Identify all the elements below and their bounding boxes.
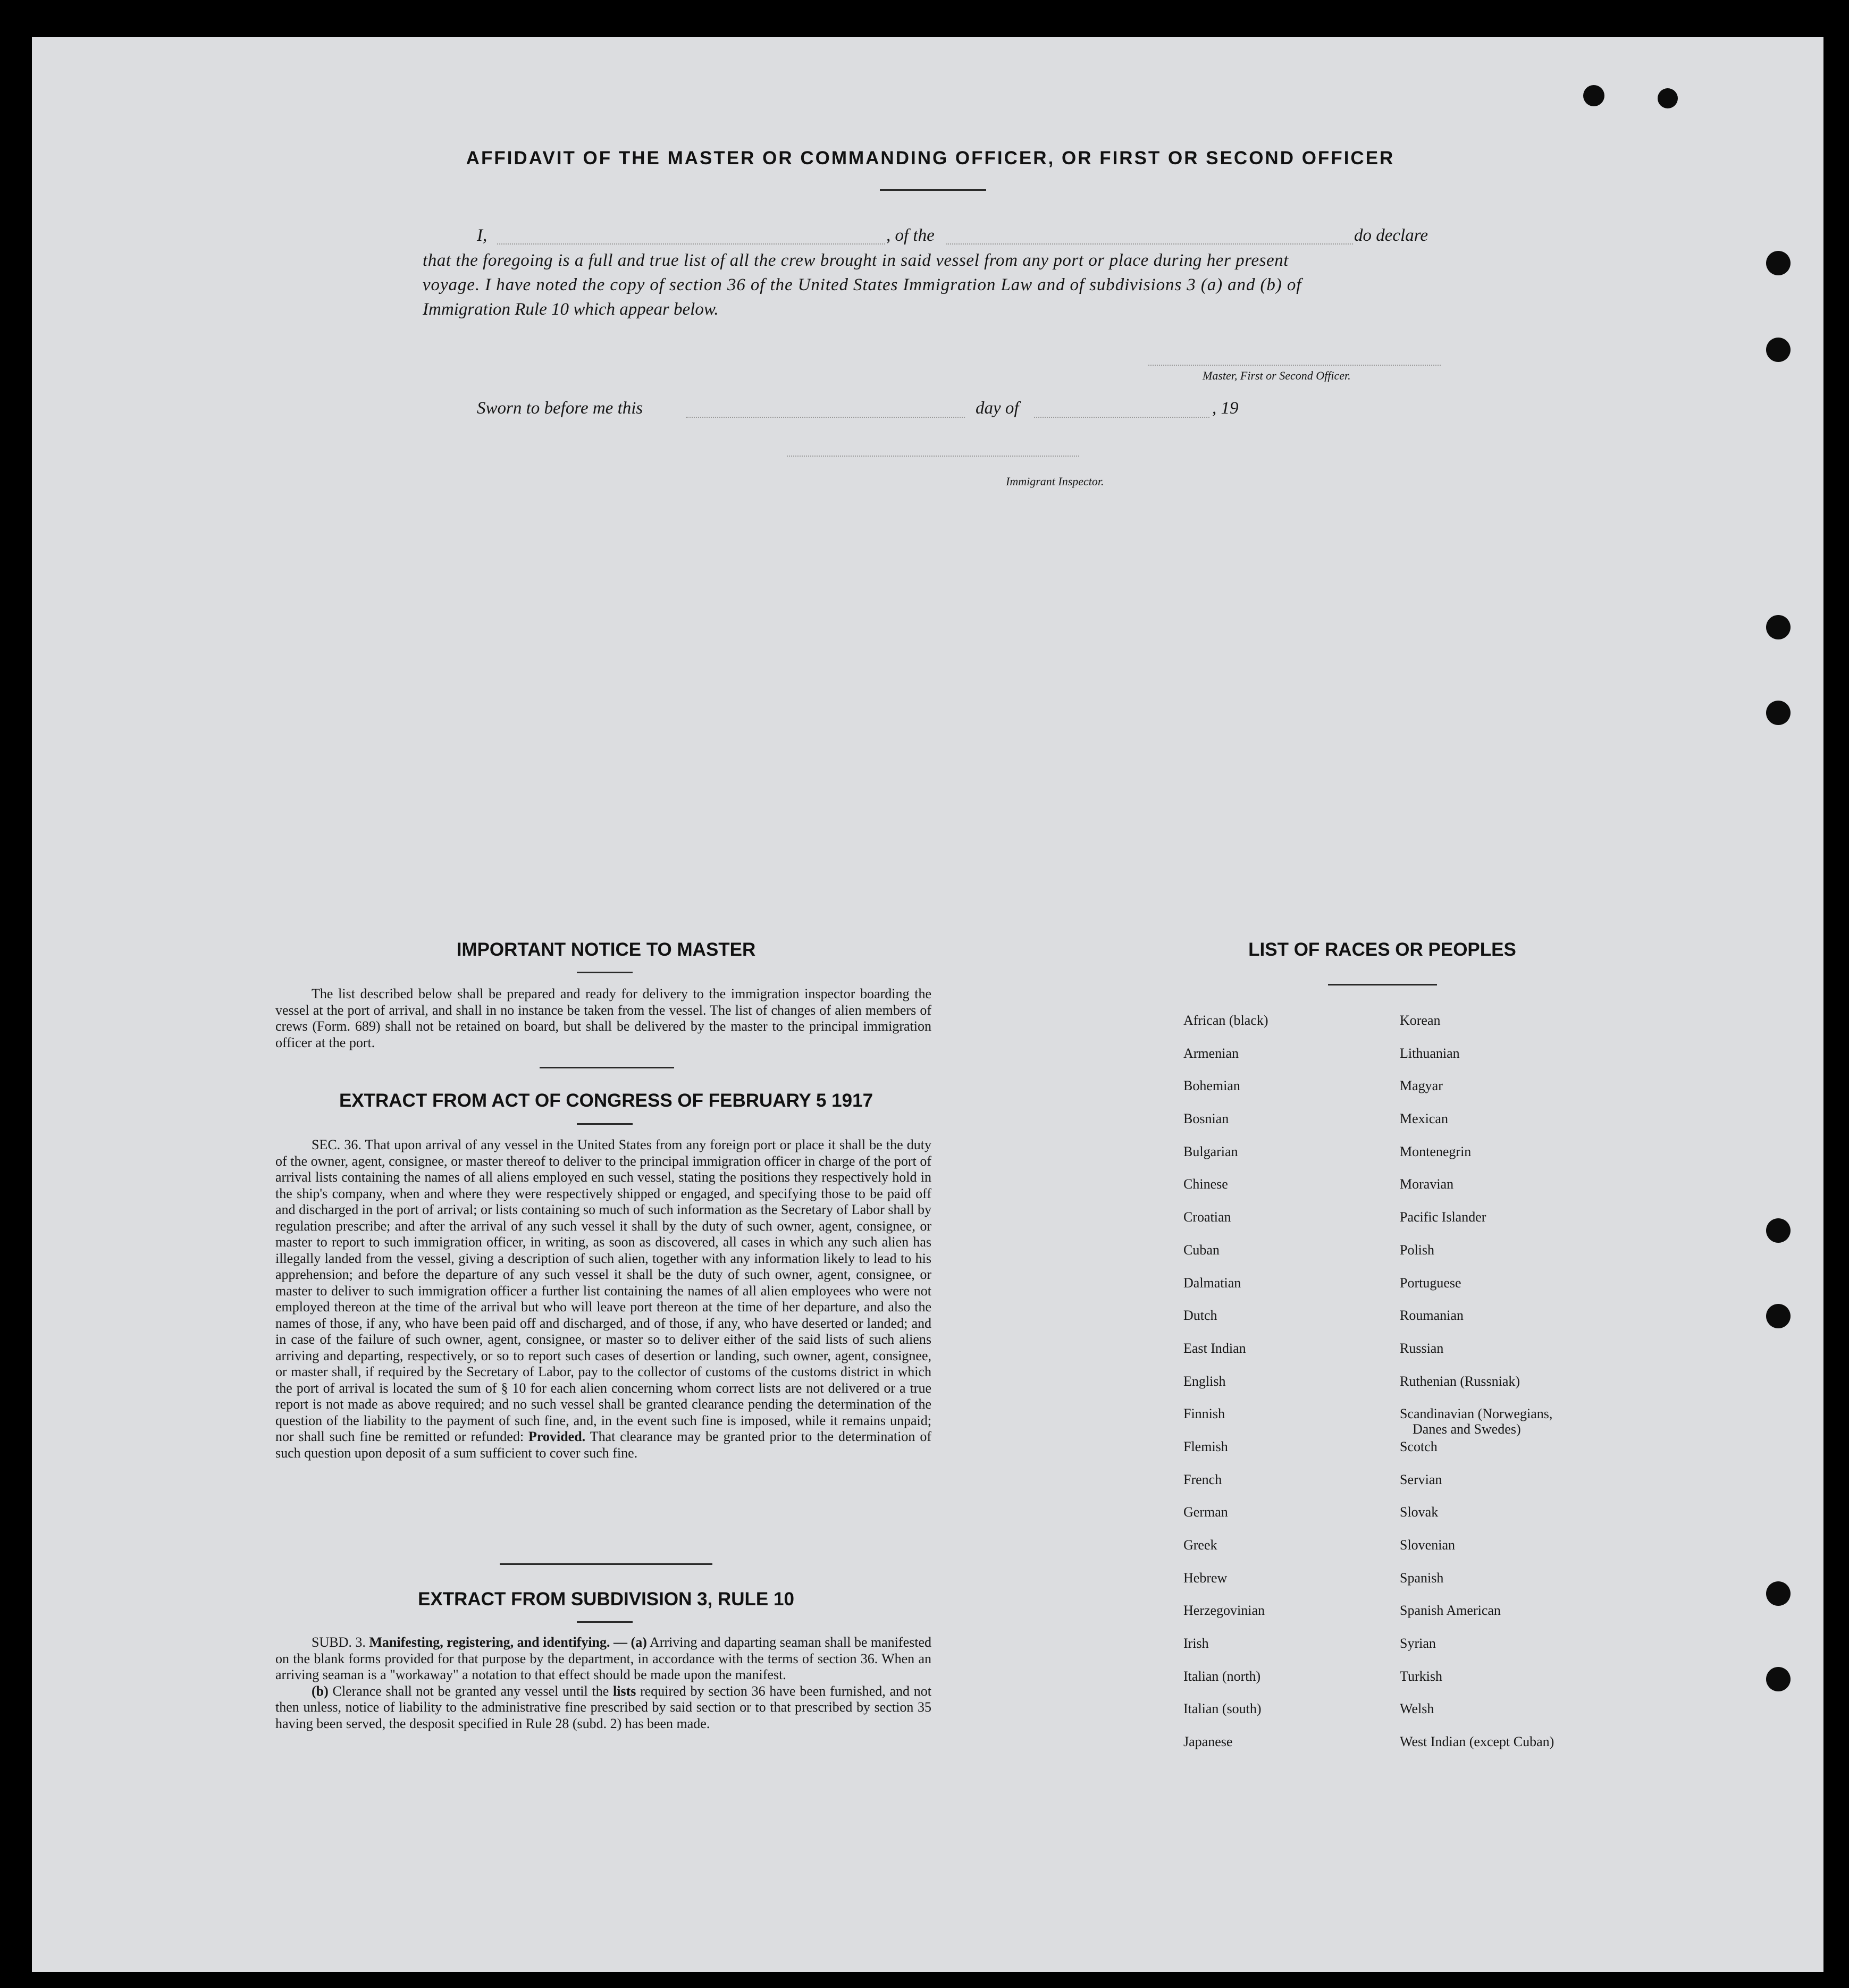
- race-item: East Indian: [1183, 1340, 1246, 1356]
- races-left-column: [1183, 1013, 1268, 1767]
- race-item: Montenegrin: [1400, 1143, 1472, 1159]
- notice-title: IMPORTANT NOTICE TO MASTER: [456, 939, 756, 960]
- race-item: Italian (north): [1183, 1668, 1261, 1684]
- race-item: Bulgarian: [1183, 1143, 1238, 1159]
- punch-hole: [1766, 1304, 1791, 1328]
- month-blank: [1034, 417, 1209, 418]
- notice-text: [275, 986, 931, 1051]
- race-item: Turkish: [1400, 1668, 1442, 1684]
- race-item: Welsh: [1400, 1701, 1434, 1717]
- title-rule: [577, 1621, 633, 1623]
- punch-hole: [1766, 615, 1791, 639]
- affidavit-line: that the foregoing is a full and true list of all the crew brought in said vessel from any port or place during her present: [423, 251, 1289, 270]
- day-of-text: day of: [976, 399, 1019, 418]
- race-item: Portuguese: [1400, 1275, 1461, 1291]
- race-item: Mexican: [1400, 1111, 1448, 1127]
- subd-heading: Manifesting, registering, and identifying.: [369, 1635, 610, 1650]
- race-item: Finnish: [1183, 1406, 1225, 1422]
- punch-hole: [1766, 1581, 1791, 1606]
- race-item: Danes and Swedes): [1413, 1421, 1521, 1437]
- race-item: Dutch: [1183, 1308, 1217, 1324]
- subd-prefix: SUBD. 3.: [312, 1635, 366, 1650]
- punch-hole: [1766, 338, 1791, 362]
- punch-hole: [1583, 85, 1604, 106]
- race-item: Flemish: [1183, 1438, 1228, 1454]
- race-item: Servian: [1400, 1471, 1442, 1487]
- race-item: Dalmatian: [1183, 1275, 1241, 1291]
- sworn-text: Sworn to before me this: [477, 399, 643, 418]
- section-rule: [500, 1563, 712, 1565]
- race-item: Syrian: [1400, 1636, 1436, 1652]
- race-item: Cuban: [1183, 1242, 1220, 1258]
- inspector-caption: Immigrant Inspector.: [1006, 475, 1104, 488]
- race-item: Moravian: [1400, 1176, 1454, 1192]
- affidavit-title: AFFIDAVIT OF THE MASTER OR COMMANDING OFFICER, OR FIRST OR SECOND OFFICER: [466, 148, 1395, 169]
- year-text: , 19: [1212, 399, 1239, 418]
- punch-hole: [1766, 1218, 1791, 1243]
- name-blank: [497, 243, 885, 245]
- subd-a-text: Arriving and daparting seaman shall be manifested on the blank forms provided for that purpose by the department, in accordance with the terms of section 36. When an arriving seaman is a "workaway" a notation to that effect should be made upon the manifest.: [275, 1635, 931, 1682]
- subd-dash: —: [610, 1635, 631, 1650]
- race-item: Italian (south): [1183, 1701, 1262, 1717]
- subd-b-text: Clerance shall not be granted any vessel until the: [332, 1683, 609, 1699]
- rule-title: EXTRACT FROM SUBDIVISION 3, RULE 10: [418, 1589, 794, 1610]
- race-item: African (black): [1183, 1013, 1268, 1028]
- race-item: Croatian: [1183, 1209, 1231, 1225]
- punch-hole: [1658, 88, 1678, 108]
- race-item: Magyar: [1400, 1078, 1443, 1094]
- race-item: English: [1183, 1373, 1226, 1389]
- race-item: Greek: [1183, 1537, 1217, 1553]
- race-item: Bohemian: [1183, 1078, 1240, 1094]
- vessel-blank: [946, 243, 1353, 245]
- races-right-column: [1400, 1013, 1554, 1767]
- race-item: Pacific Islander: [1400, 1209, 1486, 1225]
- race-item: Spanish American: [1400, 1603, 1501, 1619]
- affidavit-of-the: , of the: [886, 226, 935, 245]
- subd-b-label: (b): [312, 1683, 329, 1699]
- title-rule: [577, 972, 633, 973]
- race-item: Bosnian: [1183, 1111, 1229, 1127]
- race-item: Irish: [1183, 1636, 1209, 1652]
- race-item: Roumanian: [1400, 1308, 1464, 1324]
- act-paragraph: SEC. 36. That upon arrival of any vessel in the United States from any foreign port or place it shall be the duty of the owner, agent, consignee, or master thereof to deliver to the principal immigration officer in charge of the port of arrival lists containing the names of all aliens employed en such vessel, stating the positions they respectively hold in the ship's company, when and where they were respectively shipped or engaged, and specifying those to be paid off and discharged in the port of arrival; or lists containing so much of such information as the Secretary of Labor shall by regulation prescribe; and after the arrival of any such vessel it shall by the duty of such owner, agent, consignee, or master to report to such immigration officer, in writing, as soon as discovered, all cases in which any such alien has illegally landed from the vessel, giving a description of such alien, together with any information likely to lead to his apprehension; and before the departure of any such vessel it shall be the duty of such owner, agent, consignee, or master to deliver to such immigration officer a further list containing the names of all alien employees who were not employed thereon at the time of the arrival but who will leave port thereon at the time of her departure, and also the names of those, if any, who have been paid off and discharged, and of those, if any, who have deserted or landed; and in case of the failure of such owner, agent, consignee, or master so to deliver either of the said lists of such aliens arriving and departing, respectively, or so to report such cases of desertion or landing, such owner, agent, consignee, or master shall, if required by the Secretary of Labor, pay to the collector of customs of the customs district in which the port of arrival is located the sum of § 10 for each alien concerning whom correct lists are not delivered or a true report is not made as above required; and no such vessel shall be granted clearance pending the determination of the question of the liability to the payment of such fine, and, in the event such fine is imposed, while it remains unpaid; nor shall such fine be remitted or refunded:: [275, 1137, 931, 1444]
- race-item: Scandinavian (Norwegians,: [1400, 1406, 1553, 1422]
- race-item: Spanish: [1400, 1570, 1444, 1586]
- race-item: Lithuanian: [1400, 1045, 1460, 1061]
- rule-text: [275, 1635, 931, 1732]
- title-rule: [1328, 984, 1437, 985]
- act-title: EXTRACT FROM ACT OF CONGRESS OF FEBRUARY 5 1917: [339, 1090, 873, 1111]
- race-item: Scotch: [1400, 1438, 1438, 1454]
- title-rule: [880, 189, 986, 191]
- affidavit-declare: do declare: [1354, 226, 1428, 245]
- race-item: German: [1183, 1504, 1228, 1520]
- race-item: Herzegovinian: [1183, 1603, 1265, 1619]
- section-rule: [540, 1067, 674, 1068]
- race-item: Japanese: [1183, 1734, 1233, 1750]
- race-item: French: [1183, 1471, 1222, 1487]
- lists-word: lists: [613, 1683, 636, 1699]
- race-item: Korean: [1400, 1013, 1441, 1028]
- affidavit-i: I,: [477, 226, 488, 245]
- act-paragraph-end: That clearance may be granted prior to the determination of such question upon deposit of a sum sufficient to cover such fine.: [275, 1429, 932, 1461]
- race-item: Russian: [1400, 1340, 1444, 1356]
- race-item: West Indian (except Cuban): [1400, 1734, 1554, 1750]
- race-item: Polish: [1400, 1242, 1435, 1258]
- race-item: Hebrew: [1183, 1570, 1228, 1586]
- act-text: [275, 1137, 931, 1461]
- punch-hole: [1766, 701, 1791, 725]
- affidavit-line: Immigration Rule 10 which appear below.: [423, 300, 719, 319]
- race-item: Slovenian: [1400, 1537, 1455, 1553]
- race-item: Ruthenian (Russniak): [1400, 1373, 1520, 1389]
- punch-hole: [1766, 251, 1791, 275]
- affidavit-line: voyage. I have noted the copy of section 36 of the United States Immigration Law and of subdivisions 3 (a) and (b) of: [423, 275, 1302, 294]
- notice-paragraph: The list described below shall be prepared and ready for delivery to the immigration inspector boarding the vessel at the port of arrival, and shall in no instance be taken from the vessel. The list of changes of alien members of crews (Form. 689) shall not be retained on board, but shall be delivered by the master to the principal immigration officer at the port.: [275, 986, 931, 1050]
- punch-hole: [1766, 1667, 1791, 1691]
- master-caption: Master, First or Second Officer.: [1203, 369, 1351, 382]
- subd-b-text-end: required by section 36 have been furnished, and not then unless, notice of liability to the administrative fine prescribed by said section or to that prescribed by section 35 having been served, the desposit specified in Rule 28 (subd. 2) has been made.: [275, 1683, 931, 1731]
- day-blank: [686, 417, 965, 418]
- race-item: Chinese: [1183, 1176, 1228, 1192]
- inspector-blank: [787, 456, 1079, 457]
- provided-label: Provided.: [528, 1429, 586, 1444]
- race-item: Slovak: [1400, 1504, 1439, 1520]
- races-title: LIST OF RACES OR PEOPLES: [1248, 939, 1516, 960]
- subd-a-label: (a): [631, 1635, 647, 1650]
- race-item: Armenian: [1183, 1045, 1239, 1061]
- signature-blank: [1148, 365, 1441, 366]
- title-rule: [577, 1123, 633, 1125]
